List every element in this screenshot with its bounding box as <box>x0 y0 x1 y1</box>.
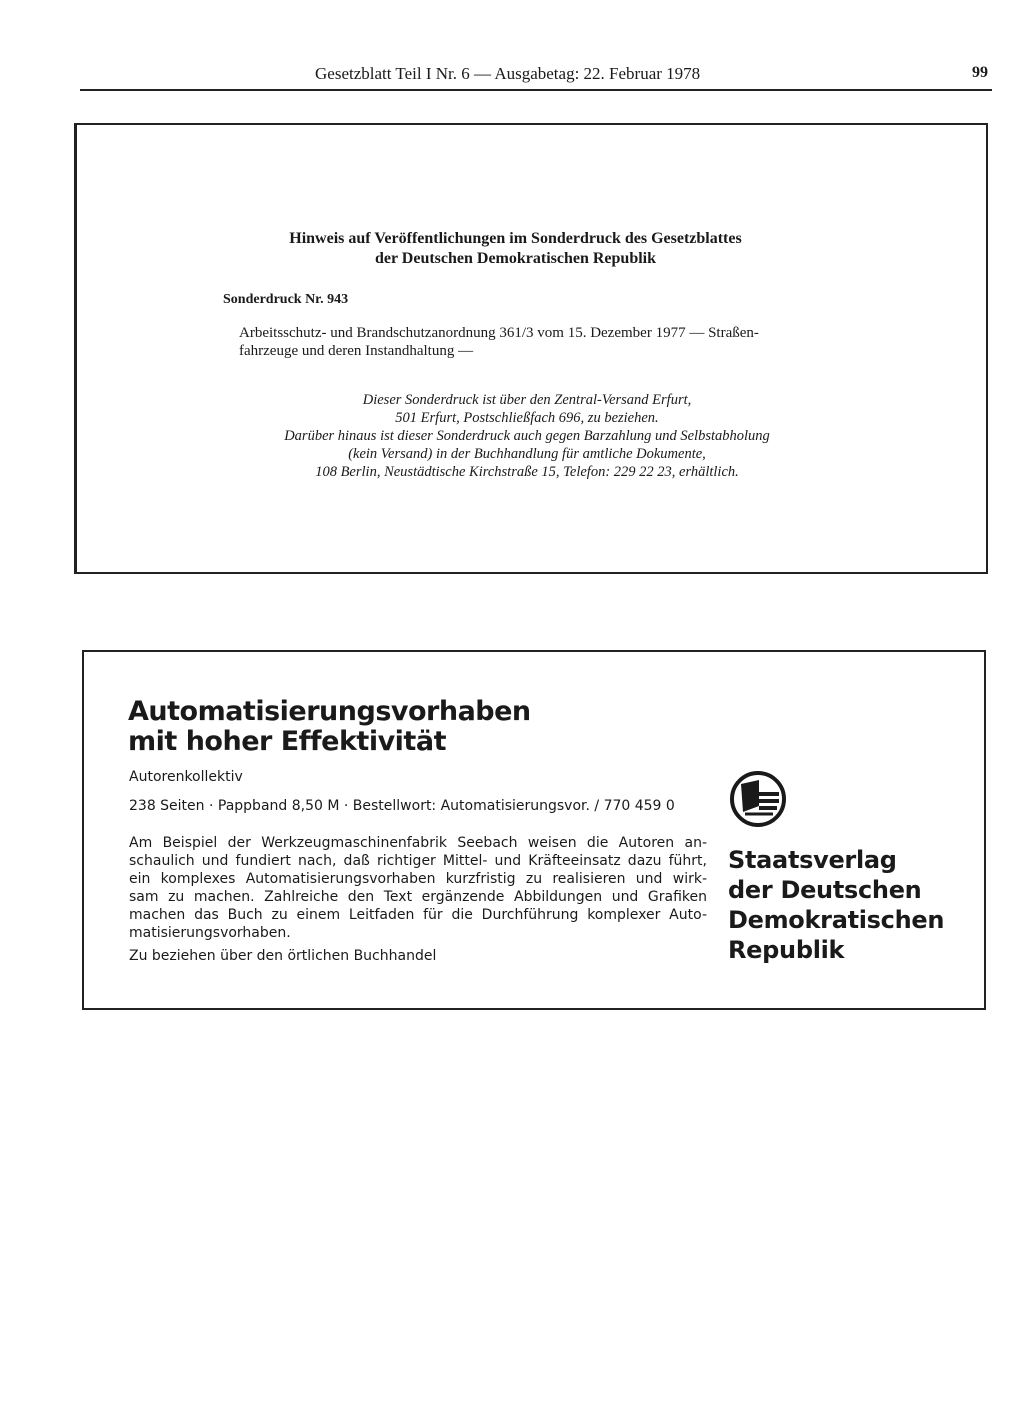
availability-line: 108 Berlin, Neustädtische Kirchstraße 15, Telefon: 229 22 23, erhältlich. <box>315 464 739 480</box>
publisher-name-line: Staatsverlag <box>728 846 897 874</box>
sonderdruck-text-line: Arbeitsschutz- und Brandschutzanordnung 361/3 vom 15. Dezember 1977 — Straßen- <box>239 325 759 341</box>
sonderdruck-notice-box <box>74 123 988 574</box>
header-rule <box>80 89 992 91</box>
availability-line: 501 Erfurt, Postschließfach 696, zu beziehen. <box>395 410 659 426</box>
availability-line: (kein Versand) in der Buchhandlung für amtliche Dokumente, <box>348 446 706 462</box>
book-author: Autorenkollektiv <box>129 769 243 785</box>
availability-line: Darüber hinaus ist dieser Sonderdruck auch gegen Barzahlung und Selbstabholung <box>284 428 770 444</box>
sonderdruck-text <box>239 324 879 360</box>
notice-heading <box>77 229 986 269</box>
book-description-line: machen das Buch zu einem Leitfaden für die Durchführung komplexer Auto- <box>129 907 707 923</box>
book-description-line: matisierungsvorhaben. <box>129 925 291 941</box>
availability-note <box>137 391 917 481</box>
book-description-line: schaulich und fundiert nach, daß richtiger Mittel- und Kräfteeinsatz dazu führt, <box>129 853 707 869</box>
book-title <box>128 697 531 757</box>
notice-heading-line: Hinweis auf Veröffentlichungen im Sonderdruck des Gesetzblattes <box>289 230 742 247</box>
book-description-line: Am Beispiel der Werkzeugmaschinenfabrik Seebach weisen die Autoren an- <box>129 835 707 851</box>
publisher-logo-icon <box>729 770 787 828</box>
book-details: 238 Seiten · Pappband 8,50 M · Bestellwort: Automatisierungsvor. / 770 459 0 <box>129 798 675 814</box>
book-description <box>129 834 707 942</box>
publisher-name-line: Demokratischen <box>728 906 945 934</box>
publisher-name <box>728 845 944 965</box>
publisher-name-line: der Deutschen <box>728 876 922 904</box>
order-info: Zu beziehen über den örtlichen Buchhandel <box>129 948 437 964</box>
book-title-line: mit hoher Effektivität <box>128 726 446 757</box>
book-description-line: sam zu machen. Zahlreiche den Text ergänzende Abbildungen und Grafiken <box>129 889 707 905</box>
header-title: Gesetzblatt Teil I Nr. 6 — Ausgabetag: 22. Februar 1978 <box>315 64 701 83</box>
page-header <box>80 62 992 86</box>
availability-line: Dieser Sonderdruck ist über den Zentral-Versand Erfurt, <box>362 392 692 408</box>
notice-heading-line: der Deutschen Demokratischen Republik <box>374 250 657 267</box>
publisher-name-line: Republik <box>728 936 845 964</box>
sonderdruck-label: Sonderdruck Nr. 943 <box>223 292 349 307</box>
book-advertisement-box <box>82 650 986 1010</box>
book-description-line: ein komplexes Automatisierungsvorhaben kurzfristig zu realisieren und wirk- <box>129 871 707 887</box>
book-title-line: Automatisierungsvorhaben <box>128 696 531 727</box>
sonderdruck-text-line: fahrzeuge und deren Instandhaltung — <box>239 343 474 359</box>
page-number: 99 <box>972 64 988 81</box>
